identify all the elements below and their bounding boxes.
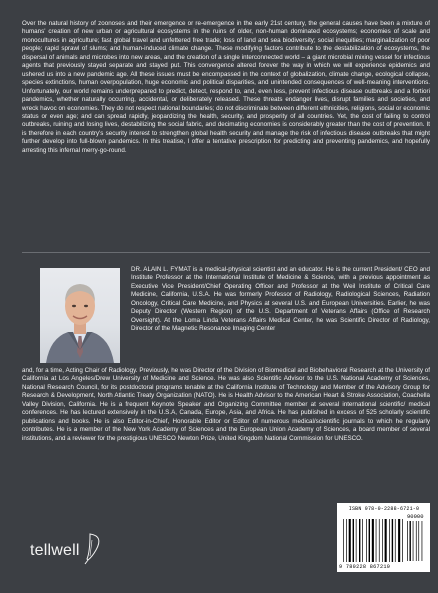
addon-bar <box>407 521 408 561</box>
publisher-logo <box>30 530 110 566</box>
barcode-bar <box>398 519 400 562</box>
addon-bar <box>410 521 411 561</box>
price-code: 90000 <box>407 513 424 520</box>
barcode-bar <box>392 519 393 562</box>
barcode-bar <box>366 519 367 562</box>
barcode-bar <box>389 519 390 562</box>
barcode-bar <box>353 519 354 562</box>
author-bio-intro: DR. ALAIN L. FYMAT is a medical-physical scientist and an educator. He is the current President/ CEO and Institute Professor at the International Institute of Medicine & Science, with a previous appointment as Executive Vice President/Chief Operating Officer and Professor at the Weil Institute of Critical Care Medicine, California, U.S.A. He was formerly Professor of Radiology, Radiological Sciences, Radiation Oncology, Critical Care Medicine, and Physics at several U.S. and European Universities. Earlier, he was Deputy Director (Western Region) of the U.S. Department of Veterans Affairs (Office of Research Oversight). At the Loma Linda Veterans Affairs Medical Center, he was Scientific Director of Radiology, Director of the Magnetic Resonance Imaging Center <box>131 266 430 333</box>
author-bio-continued: and, for a time, Acting Chair of Radiology. Previously, he was Director of the Division of Biomedical and Biobehavioral Research at the University of California at Los Angeles/Drew University of Medicine and Science. He was also Scientific Advisor to the U.S. National Academy of Sciences, National Research Council, for its postdoctoral programs tenable at the California Institute of Technology and Member of the Advisory Group for Research & Development, North Atlantic Treaty Organization (NATO). He is Health Advisor to the American Heart & Stroke Association, Coachella Valley Division, California. He is a frequent Keynote Speaker and Organizing Committee member at several international scientific/ medical conferences. He has lectured extensively in the U.S.A, Canada, Europe, Asia, and Africa. He has published in excess of 525 scholarly scientific publications and books. He is also Editor-in-Chief, Honorable Editor or Editor of numerous medical/scientific journals to which he regularly contributes. He is a member of the New York Academy of Sciences and the European Union Academy of Sciences, a board member of several institutions, and a reviewer for the prestigious UNESCO Newton Prize, United Kingdom National Commission for UNESCO. <box>22 367 430 442</box>
barcode-bar <box>372 519 374 562</box>
barcode-bar <box>385 519 387 562</box>
section-divider <box>22 252 430 253</box>
barcode-bar <box>376 519 377 562</box>
barcode-bar <box>356 519 357 562</box>
author-photo <box>40 268 120 363</box>
addon-bar <box>413 521 414 561</box>
addon-bar <box>418 521 419 561</box>
barcode-bar <box>362 519 363 562</box>
barcode-bar <box>349 519 351 562</box>
book-description: Over the natural history of zoonoses and their emergence or re-emergence in the early 21st century, the general causes have been a mixture of humans' creation of new urban or agricultural ecosystems in the ruins of older, non-human dominated ecosystems; economies of scale and monocultures in agriculture; fast global travel and unfettered free trade; loss of land and sea biodiversity; social inequities; marginalization of poor people; rapid sprawl of slums; and human-induced climate change. These modifying factors contribute to the destabilization of ecosystems, the dispersal of animals and microbes into new areas, and the creation of a single interconnected world – a giant microbial mixing vessel for infectious agents that previously stayed separate and stayed put. This convergence altered forever the way in which we will experience epidemics and ushered us into a new pandemic age. All these issues must be encompassed in the context of globalization, climate change, ecological collapse, species extinctions, human overpopulation, huge economic and political disparities, and unintended consequences of well-meaning interventions. Unfortunately, our world remains underprepared to predict, detect, respond to, and, even less, prevent infectious disease outbreaks and a fortiori pandemics, whether naturally occurring, accidental, or deliberately released. These threats endanger lives, disrupt families and societies, and wreck havoc on economies. They do not respect national boundaries; do not discriminate between different ethnicities, religions, social or economic status or even age; and can spread rapidly, jeopardizing the health, security, and prosperity of all countries. Yet, the cost of failing to control outbreaks, ruining and losing lives, destabilizing the social fabric, and decimating economies is considerably greater than the cost of prevention. It is therefore in each country's security interest to strengthen global health security and manage the risk of infectious disease outbreaks that might further develop into full-blown pandemics. In this treatise, I offer a tentative prescription for predicting and preventing pandemics, and hopefully arresting this infernal merry-go-round. <box>22 20 430 154</box>
barcode-bar <box>359 519 360 562</box>
addon-bar <box>422 521 423 561</box>
barcode-bar <box>402 519 403 562</box>
barcode-bar <box>369 519 370 562</box>
barcode-bar <box>343 519 344 562</box>
barcode-bar <box>346 519 347 562</box>
author-portrait-image <box>40 268 120 363</box>
addon-bar <box>416 521 417 561</box>
publisher-name: tellwell <box>30 542 80 559</box>
barcode-bar <box>382 519 383 562</box>
isbn-barcode <box>337 503 430 572</box>
barcode-bar <box>395 519 396 562</box>
barcode-bar <box>379 519 380 562</box>
ean-digits: 9 780228 867210 <box>339 564 391 570</box>
isbn-number: ISBN 978-0-2288-6721-0 <box>348 506 420 512</box>
